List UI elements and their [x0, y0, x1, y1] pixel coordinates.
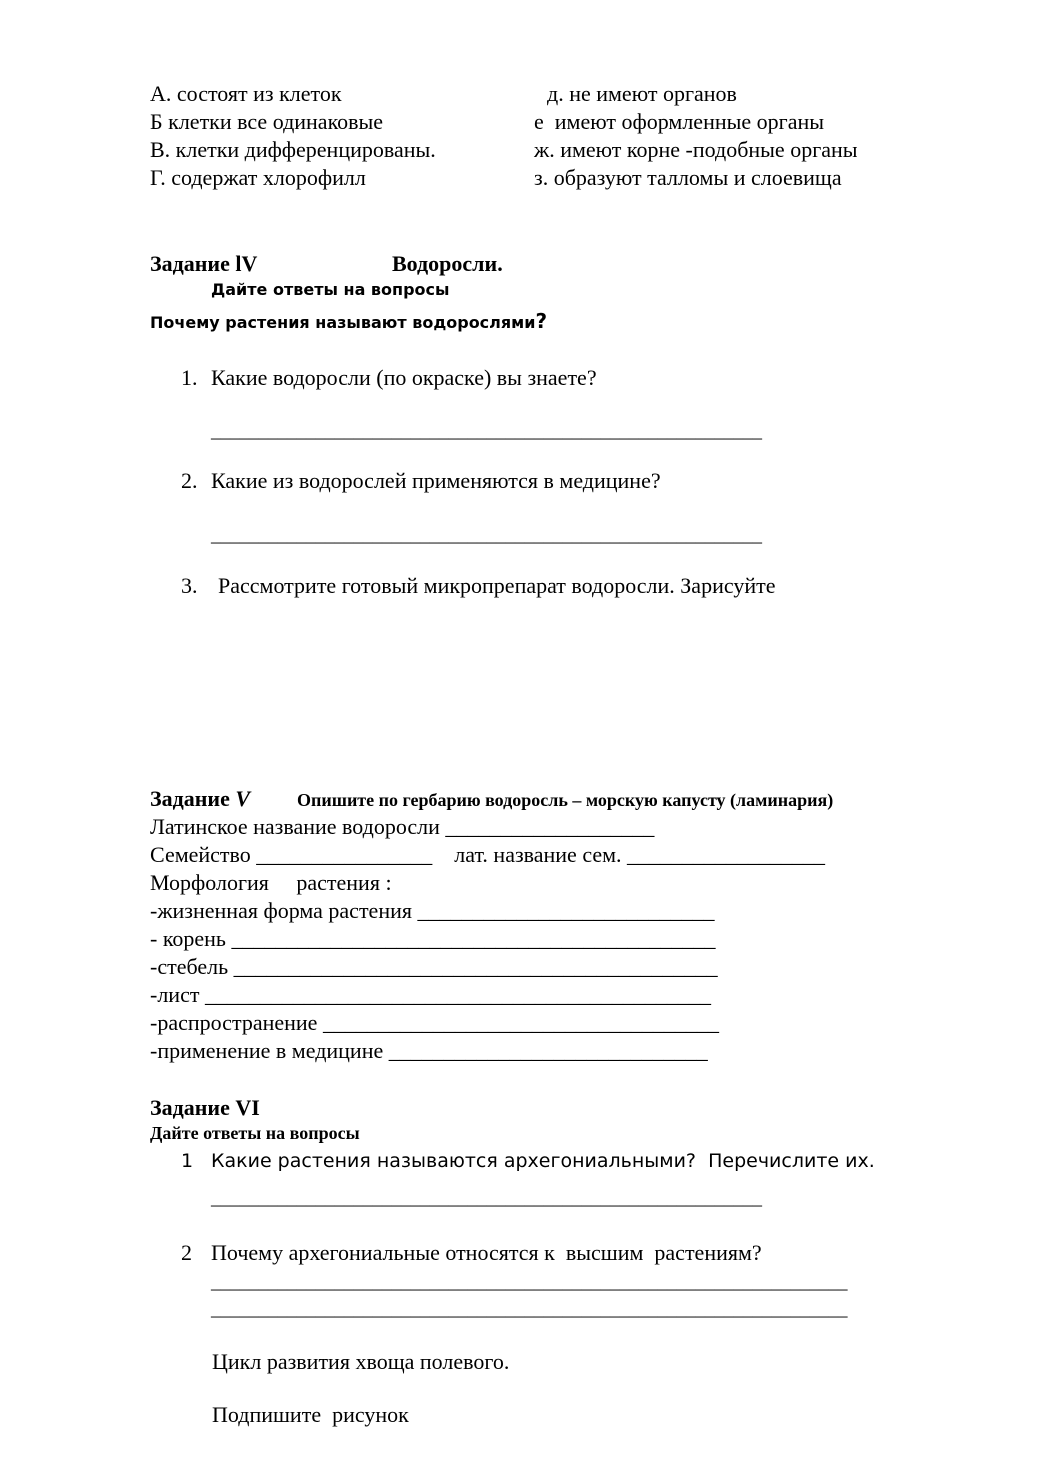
task5-root-line[interactable]: - корень ____________________________________________	[150, 926, 716, 951]
task4-question0	[150, 311, 547, 333]
property-g: Г. содержат хлорофилл	[150, 165, 366, 190]
task4-q1-number: 1.	[181, 365, 198, 390]
task4-q2-number: 2.	[181, 468, 198, 493]
task4-q2: Какие из водорослей применяются в медицине?	[211, 468, 661, 493]
property-v: В. клетки дифференцированы.	[150, 137, 436, 162]
task4-title: Задание lV	[150, 251, 258, 276]
task5-family-line[interactable]: Семейство ________________ лат. название сем. __________________	[150, 842, 826, 867]
task4-q3-number: 3.	[181, 573, 198, 598]
property-a: А. состоят из клеток	[150, 81, 342, 106]
property-zh: ж. имеют корне -подобные органы	[534, 137, 858, 162]
task6-q2: Почему архегониальные относятся к высшим растениям?	[211, 1240, 762, 1265]
task4-q1-answer-line[interactable]: __________________________________________________________	[211, 421, 762, 442]
task5-morphology-heading: Морфология растения :	[150, 870, 392, 895]
property-d: д. не имеют органов	[547, 81, 737, 106]
task6-q1-number: 1	[181, 1150, 194, 1172]
task4-topic: Водоросли.	[392, 251, 503, 276]
task5-title	[150, 786, 250, 812]
task5-stem-line[interactable]: -стебель ____________________________________________	[150, 954, 718, 979]
task4-q1: Какие водоросли (по окраске) вы знаете?	[211, 365, 597, 390]
task5-life-form-line[interactable]: -жизненная форма растения ___________________________	[150, 898, 715, 923]
property-e: е имеют оформленные органы	[534, 109, 825, 134]
task5-distribution-line[interactable]: -распространение ____________________________________	[150, 1010, 719, 1035]
task4-q3: Рассмотрите готовый микропрепарат водоросли. Зарисуйте	[218, 573, 776, 598]
task4-instruction: Дайте ответы на вопросы	[211, 280, 450, 299]
sign-picture-instruction: Подпишите рисунок	[212, 1402, 409, 1427]
task5-instruction: Опишите по гербарию водоросль – морскую капусту (ламинария)	[297, 790, 834, 810]
property-z: з. образуют талломы и слоевища	[534, 165, 842, 190]
task5-latin-name-line[interactable]: Латинское название водоросли ___________________	[150, 814, 655, 839]
task5-leaf-line[interactable]: -лист ______________________________________________	[150, 982, 711, 1007]
task5-medicine-use-line[interactable]: -применение в медицине _____________________________	[150, 1038, 708, 1063]
task6-q1: Какие растения называются архегониальными? Перечислите их.	[211, 1150, 875, 1172]
task4-q2-answer-line[interactable]: __________________________________________________________	[211, 525, 762, 546]
task6-instruction: Дайте ответы на вопросы	[150, 1123, 360, 1143]
property-b: Б клетки все одинаковые	[150, 109, 384, 134]
task4-question0-text: Почему растения называют водорослями	[150, 313, 536, 332]
task4-question0-mark: ?	[535, 309, 548, 333]
task6-q1-answer-line[interactable]: __________________________________________________________	[211, 1188, 762, 1209]
cycle-heading: Цикл развития хвоща полевого.	[212, 1349, 510, 1374]
task6-q2-answer-line-1[interactable]: ___________________________________________________________________	[211, 1272, 848, 1293]
task5-title-number: V	[235, 786, 251, 811]
task6-q2-answer-line-2[interactable]: ___________________________________________________________________	[211, 1299, 848, 1320]
task5-title-word: Задание	[150, 786, 230, 811]
task6-title: Задание VI	[150, 1095, 260, 1120]
task6-q2-number: 2	[181, 1240, 192, 1265]
